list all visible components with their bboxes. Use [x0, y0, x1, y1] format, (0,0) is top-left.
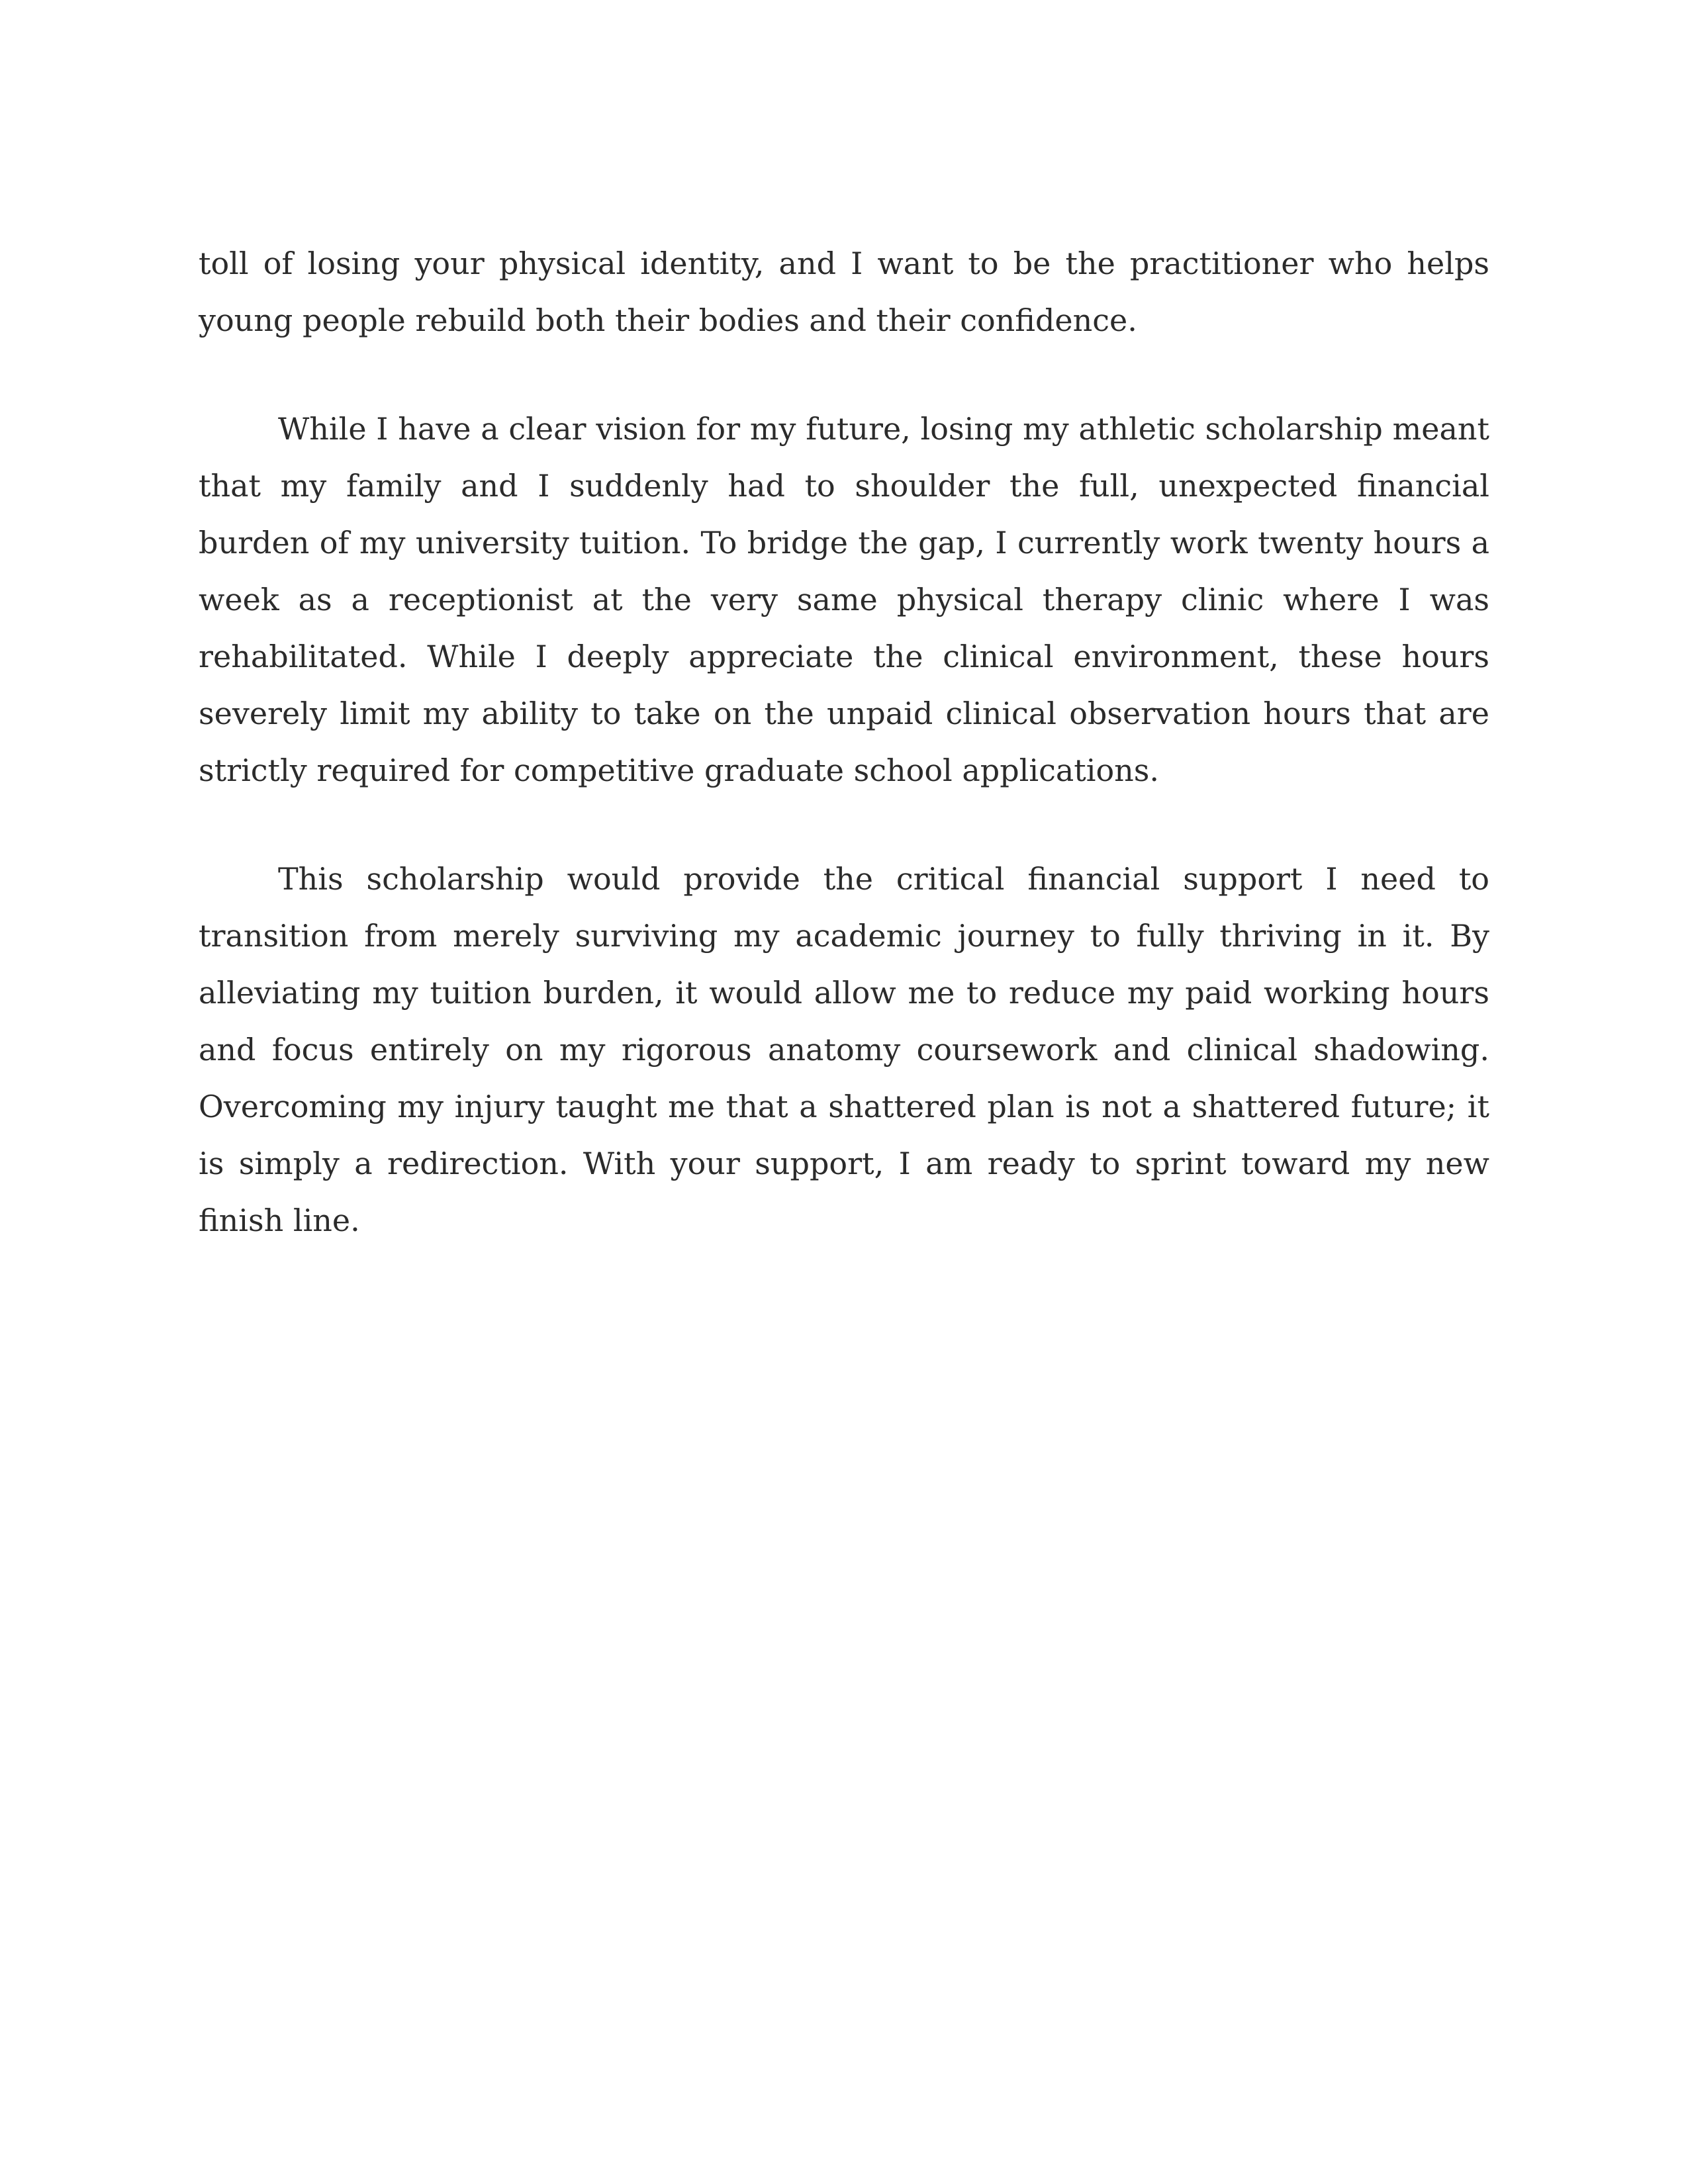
essay-body	[199, 235, 1489, 1300]
paragraph-continuation: toll of losing your physical identity, and I want to be the practitioner who helps young people rebuild both their bodies and their confidence.	[199, 246, 1489, 338]
paragraph-scholarship-impact: This scholarship would provide the critical financial support I need to transition from merely surviving my academic journey to fully thriving in it. By alleviating my tuition burden, it would allow me to reduce my paid working hours and focus entirely on my rigorous anatomy coursework and clinical shadowing. Overcoming my injury taught me that a shattered plan is not a shattered future; it is simply a redirection. With your support, I am ready to sprint toward my new finish line.	[199, 861, 1489, 1238]
paragraph-financial-burden: While I have a clear vision for my future, losing my athletic scholarship meant that my family and I suddenly had to shoulder the full, unexpected financial burden of my university tuition. To bridge the gap, I currently work twenty hours a week as a receptionist at the very same physical therapy clinic where I was rehabilitated. While I deeply appreciate the clinical environment, these hours severely limit my ability to take on the unpaid clinical observation hours that are strictly required for competitive graduate school applications.	[199, 411, 1489, 788]
